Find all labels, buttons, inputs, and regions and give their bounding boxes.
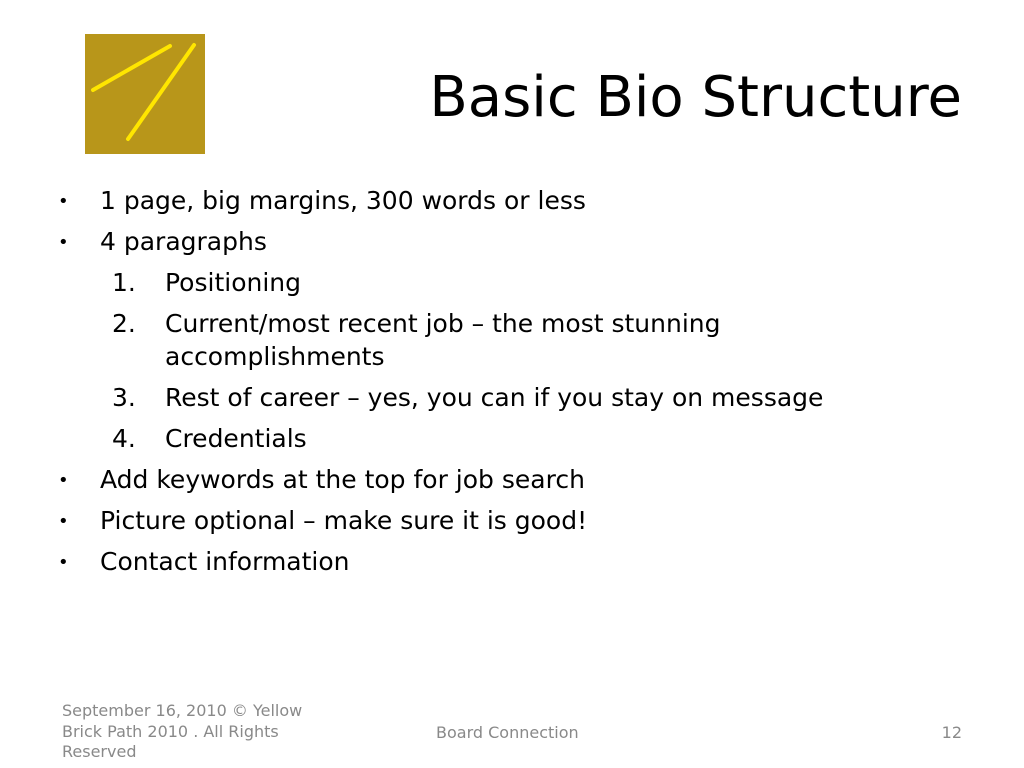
numbered-item: [0, 422, 1024, 463]
numbered-item: [0, 381, 1024, 422]
bullet-item: [0, 463, 1024, 504]
item-text: Credentials: [165, 424, 307, 453]
slide-content: [0, 184, 1024, 586]
footer-title: Board Connection: [436, 723, 579, 742]
item-text: Current/most recent job – the most stunning accomplishments: [165, 309, 721, 371]
bullet-text: Contact information: [100, 547, 350, 576]
bullet-text: Picture optional – make sure it is good!: [100, 506, 588, 535]
bullet-marker: •: [58, 511, 69, 532]
bullet-text: 1 page, big margins, 300 words or less: [100, 186, 586, 215]
item-text: Rest of career – yes, you can if you stay on message: [165, 383, 824, 412]
bullet-marker: •: [58, 552, 69, 573]
numbered-item: [0, 266, 1024, 307]
item-number: 3.: [112, 383, 136, 412]
item-number: 1.: [112, 268, 136, 297]
numbered-item: [0, 307, 1024, 381]
bullet-item: [0, 225, 1024, 266]
bullet-item: [0, 504, 1024, 545]
bullet-text: Add keywords at the top for job search: [100, 465, 585, 494]
bullet-marker: •: [58, 232, 69, 253]
item-text: Positioning: [165, 268, 301, 297]
bullet-text: 4 paragraphs: [100, 227, 267, 256]
bullet-marker: •: [58, 470, 69, 491]
bullet-item: [0, 184, 1024, 225]
bullet-marker: •: [58, 191, 69, 212]
yellow-brick-path-logo-icon: [85, 34, 205, 154]
bullet-item: [0, 545, 1024, 586]
footer-copyright: September 16, 2010 © Yellow Brick Path 2010 . All Rights Reserved: [62, 701, 303, 761]
item-number: 4.: [112, 424, 136, 453]
slide-title: Basic Bio Structure: [429, 65, 962, 130]
item-number: 2.: [112, 309, 136, 338]
slide-number: 12: [941, 723, 962, 742]
